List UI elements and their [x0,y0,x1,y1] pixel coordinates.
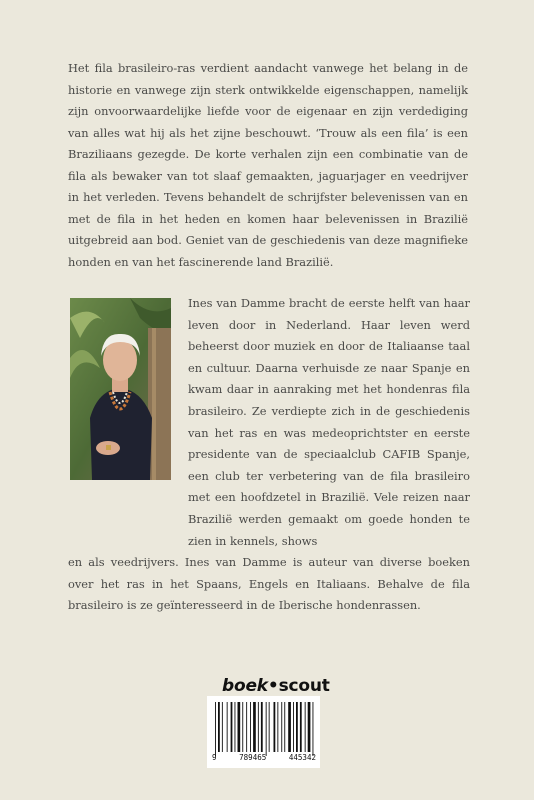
publisher-logo-part1: boek [222,676,268,696]
isbn-barcode [207,696,320,768]
barcode-digit-prefix: 9 [212,753,217,762]
barcode-bars [207,696,320,756]
back-cover-blurb: Het fila brasileiro-ras verdient aandacht vanwege het belang in de historie en vanwege zijn sterk ontwikkelde eigenschappen, namelijk zijn onvoorwaardelijke liefde voor de eigenaar en zijn verdediging van alles wat hij als het zijne beschouwt. ‘Trouw als een fila’ is een Braziliaans gezegde. De korte verhalen zijn een combinatie van de fila als bewaker van tot slaaf gemaakten, jaguarjager en veedrijver in het verleden. Tevens behandelt de schrijfster belevenissen van en met de fila in het heden en komen haar belevenissen in Brazilië uitgebreid aan bod. Geniet van de geschiedenis van deze magnifieke honden en van het fascinerende land Brazilië. [68,61,468,269]
author-bio-text: Ines van Damme bracht de eerste helft van haar leven door in Nederland. Haar leven werd beheerst door muziek en door de Italiaanse taal en cultuur. Daarna verhuisde ze naar Spanje en kwam daar in aanraking met het hondenras fila brasileiro. Ze verdiepte zich in de geschiedenis van het ras en was medeoprichtster en eerste presidente van de speciaalclub CAFIB Spanje, een club ter verbetering van de fila brasileiro met een hoofdzetel in Brazilië. Vele reizen naar Brazilië werden gemaakt om goede honden te zien in kennels, shows [188,296,470,548]
publisher-logo [222,676,330,696]
publisher-logo-dot: • [267,676,279,696]
author-photo [70,298,171,480]
publisher-logo-part2: scout [278,676,330,696]
barcode-digit-group-left: 789465 [239,753,267,762]
author-bio [68,293,470,617]
barcode-digits [207,753,320,762]
author-bio-continued: en als veedrijvers. Ines van Damme is auteur van diverse boeken over het ras in het Spaans, Engels en Italiaans. Behalve de fila brasileiro is ze geïnteresseerd in de Iberische hondenrassen. [68,555,470,613]
author-photo-image [70,298,171,480]
barcode-digit-group-right: 445342 [288,753,316,762]
